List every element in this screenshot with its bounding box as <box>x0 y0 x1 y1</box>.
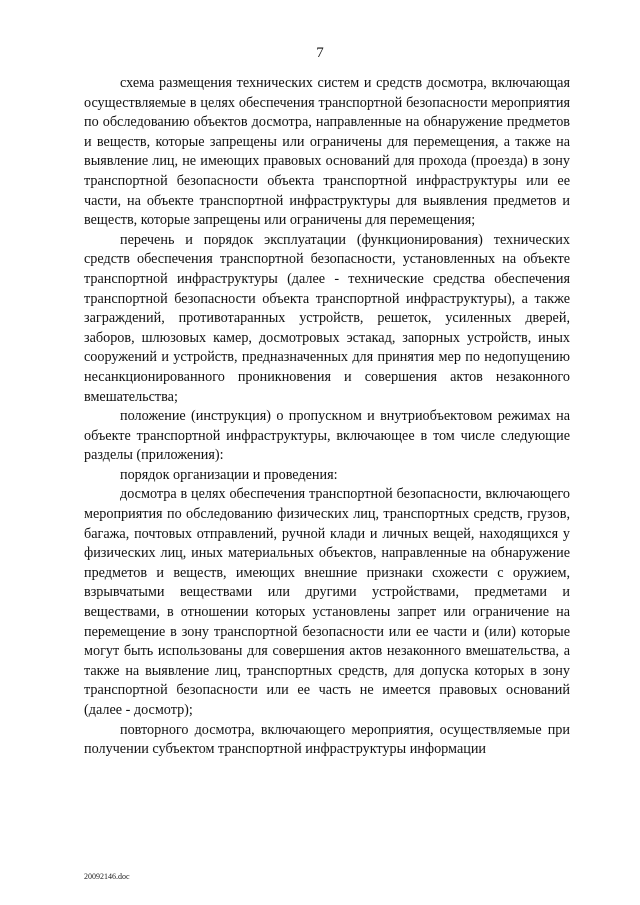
paragraph-inspection-definition: досмотра в целях обеспечения транспортной безопасности, включающего мероприятия по обследованию физических лиц, транспортных средств, грузов, багажа, почтовых отправлений, ручной клади и личных вещей, находящихся у физических лиц, иных материальных объектов, направленные на обнаружение предметов и веществ, имеющих внешние признаки схожести с оружием, взрывчатыми веществами или другими устройствами, предметами и веществами, в отношении которых установлены запрет или ограничение на перемещение в зону транспортной безопасности или ее части и (или) которые могут быть использованы для совершения актов незаконного вмешательства, а также на выявление лиц, транспортных средств, для допуска которых в зону транспортной безопасности или ее часть не имеется правовых оснований (далее - досмотр); <box>84 486 570 718</box>
paragraph-organization-procedure: порядок организации и проведения: <box>120 466 338 483</box>
page-number: 7 <box>316 45 324 61</box>
document-filename-footer: 20092146.doc <box>84 872 130 881</box>
paragraph-inspection-scheme: схема размещения технических систем и средств досмотра, включающая осуществляемые в целях обеспечения транспортной безопасности мероприятия по обследованию объектов досмотра, направленные на обнаружение предметов и веществ, которые запрещены или ограничены для перемещения, а также на выявление лиц, не имеющих правовых оснований для прохода (проезда) в зону транспортной безопасности объекта транспортной инфраструктуры или ее части, на объекте транспортной инфраструктуры для выявления предметов и веществ, которые запрещены или ограничены для перемещения; <box>84 75 570 229</box>
paragraph-repeated-inspection: повторного досмотра, включающего мероприятия, осуществляемые при получении субъектом транспортной инфраструктуры информации <box>84 721 570 758</box>
document-body <box>84 74 570 760</box>
paragraph-technical-means-list: перечень и порядок эксплуатации (функционирования) технических средств обеспечения транспортной безопасности, установленных на объекте транспортной инфраструктуры (далее - технические средства обеспечения транспортной безопасности объекта транспортной инфраструктуры), а также заграждений, противотаранных устройств, решеток, усиленных дверей, заборов, шлюзовых камер, досмотровых эстакад, запорных устройств, иных сооружений и устройств, предназначенных для принятия мер по недопущению несанкционированного проникновения и совершения актов незаконного вмешательства; <box>84 231 570 405</box>
paragraph-access-regime-regulation: положение (инструкция) о пропускном и внутриобъектовом режимах на объекте транспортной инфраструктуры, включающее в том числе следующие разделы (приложения): <box>84 408 570 464</box>
